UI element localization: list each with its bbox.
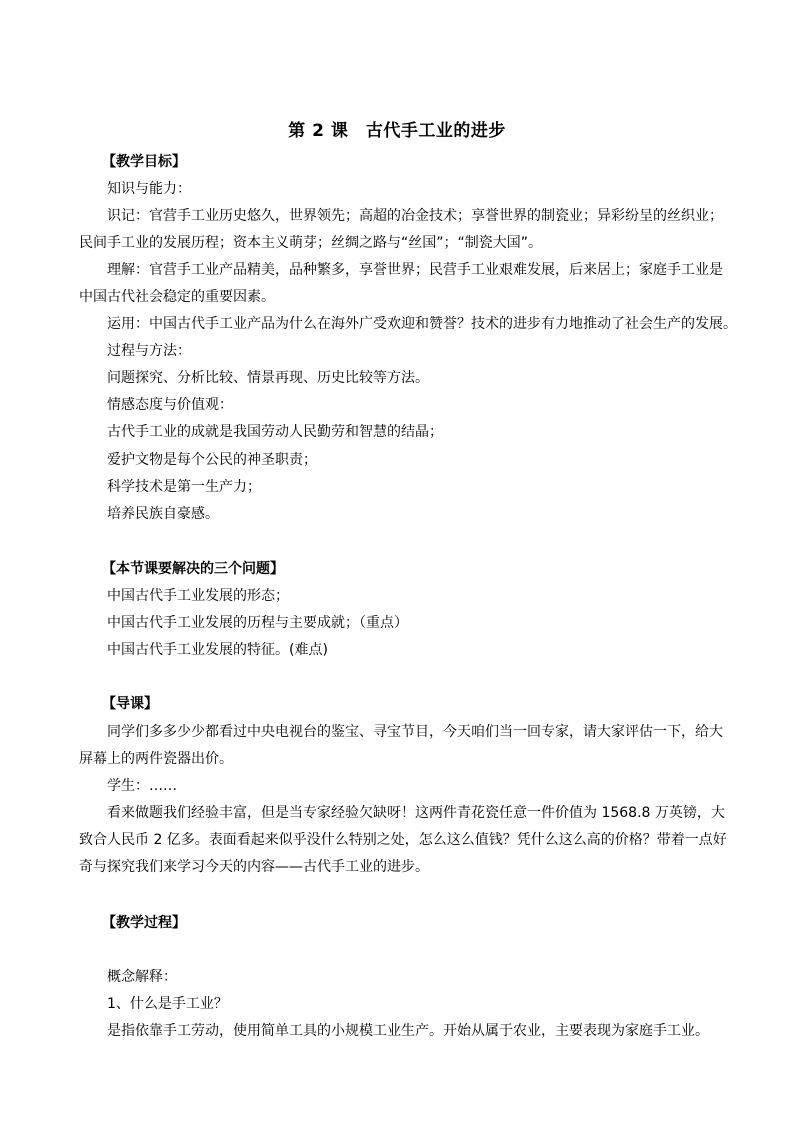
recall-line-1: 识记：官营手工业历史悠久，世界领先；高超的冶金技术；享誉世界的制瓷业；异彩纷呈的丝织业；: [107, 208, 723, 224]
intro-paragraph-2-line-2: 致合人民币 2 亿多。表面看起来似乎没什么特别之处，怎么这么值钱？凭什么这么高的价格？带着一点好: [79, 832, 727, 848]
emotion-line-1: 古代手工业的成就是我国劳动人民勤劳和智慧的结晶；: [107, 424, 443, 440]
emotion-line-2: 爱护文物是每个公民的神圣职责；: [107, 452, 317, 468]
process-method-label: 过程与方法：: [107, 343, 191, 359]
understand-line-2: 中国古代社会稳定的重要因素。: [79, 289, 275, 305]
objectives-heading: 【教学目标】: [102, 154, 186, 170]
page-title: 第 2 课 古代手工业的进步: [288, 121, 506, 141]
concept-item-1-text: 是指依靠手工劳动，使用简单工具的小规模工业生产。开始从属于农业，主要表现为家庭手工业。: [107, 1023, 709, 1039]
intro-paragraph-1-line-2: 屏幕上的两件瓷器出价。: [79, 751, 233, 767]
emotion-line-3: 科学技术是第一生产力；: [107, 479, 261, 495]
process-method-text: 问题探究、分析比较、情景再现、历史比较等方法。: [107, 370, 429, 386]
recall-line-2: 民间手工业的发展历程；资本主义萌芽；丝绸之路与“丝国”；“制瓷大国”。: [79, 235, 543, 251]
understand-line-1: 理解：官营手工业产品精美，品种繁多，享誉世界；民营手工业艰难发展，后来居上；家庭手工业是: [107, 262, 723, 278]
apply-line: 运用：中国古代手工业产品为什么在海外广受欢迎和赞誉？技术的进步有力地推动了社会生产的发展。: [107, 316, 737, 332]
question-2: 中国古代手工业发展的历程与主要成就；（重点）: [107, 615, 408, 631]
process-heading: 【教学过程】: [102, 915, 186, 931]
intro-paragraph-1-line-1: 同学们多多少少都看过中央电视台的鉴宝、寻宝节目，今天咱们当一回专家，请大家评估一下，给大: [107, 724, 723, 740]
intro-heading: 【导课】: [102, 696, 158, 712]
intro-paragraph-2-line-1: 看来做题我们经验丰富，但是当专家经验欠缺呀！这两件青花瓷任意一件价值为 1568.8 万英镑，大: [107, 805, 725, 821]
emotion-label: 情感态度与价值观：: [107, 397, 233, 413]
question-1: 中国古代手工业发展的形态；: [107, 588, 289, 604]
intro-paragraph-2-line-3: 奇与探究我们来学习今天的内容——古代手工业的进步。: [79, 859, 429, 875]
emotion-line-4: 培养民族自豪感。: [107, 506, 219, 522]
question-3: 中国古代手工业发展的特征。(难点): [107, 642, 328, 658]
concept-item-1: 1、什么是手工业？: [107, 996, 228, 1012]
student-response: 学生：……: [107, 778, 177, 794]
knowledge-label: 知识与能力：: [107, 181, 191, 197]
concept-label: 概念解释：: [107, 969, 177, 985]
questions-heading: 【本节课要解决的三个问题】: [102, 561, 284, 577]
